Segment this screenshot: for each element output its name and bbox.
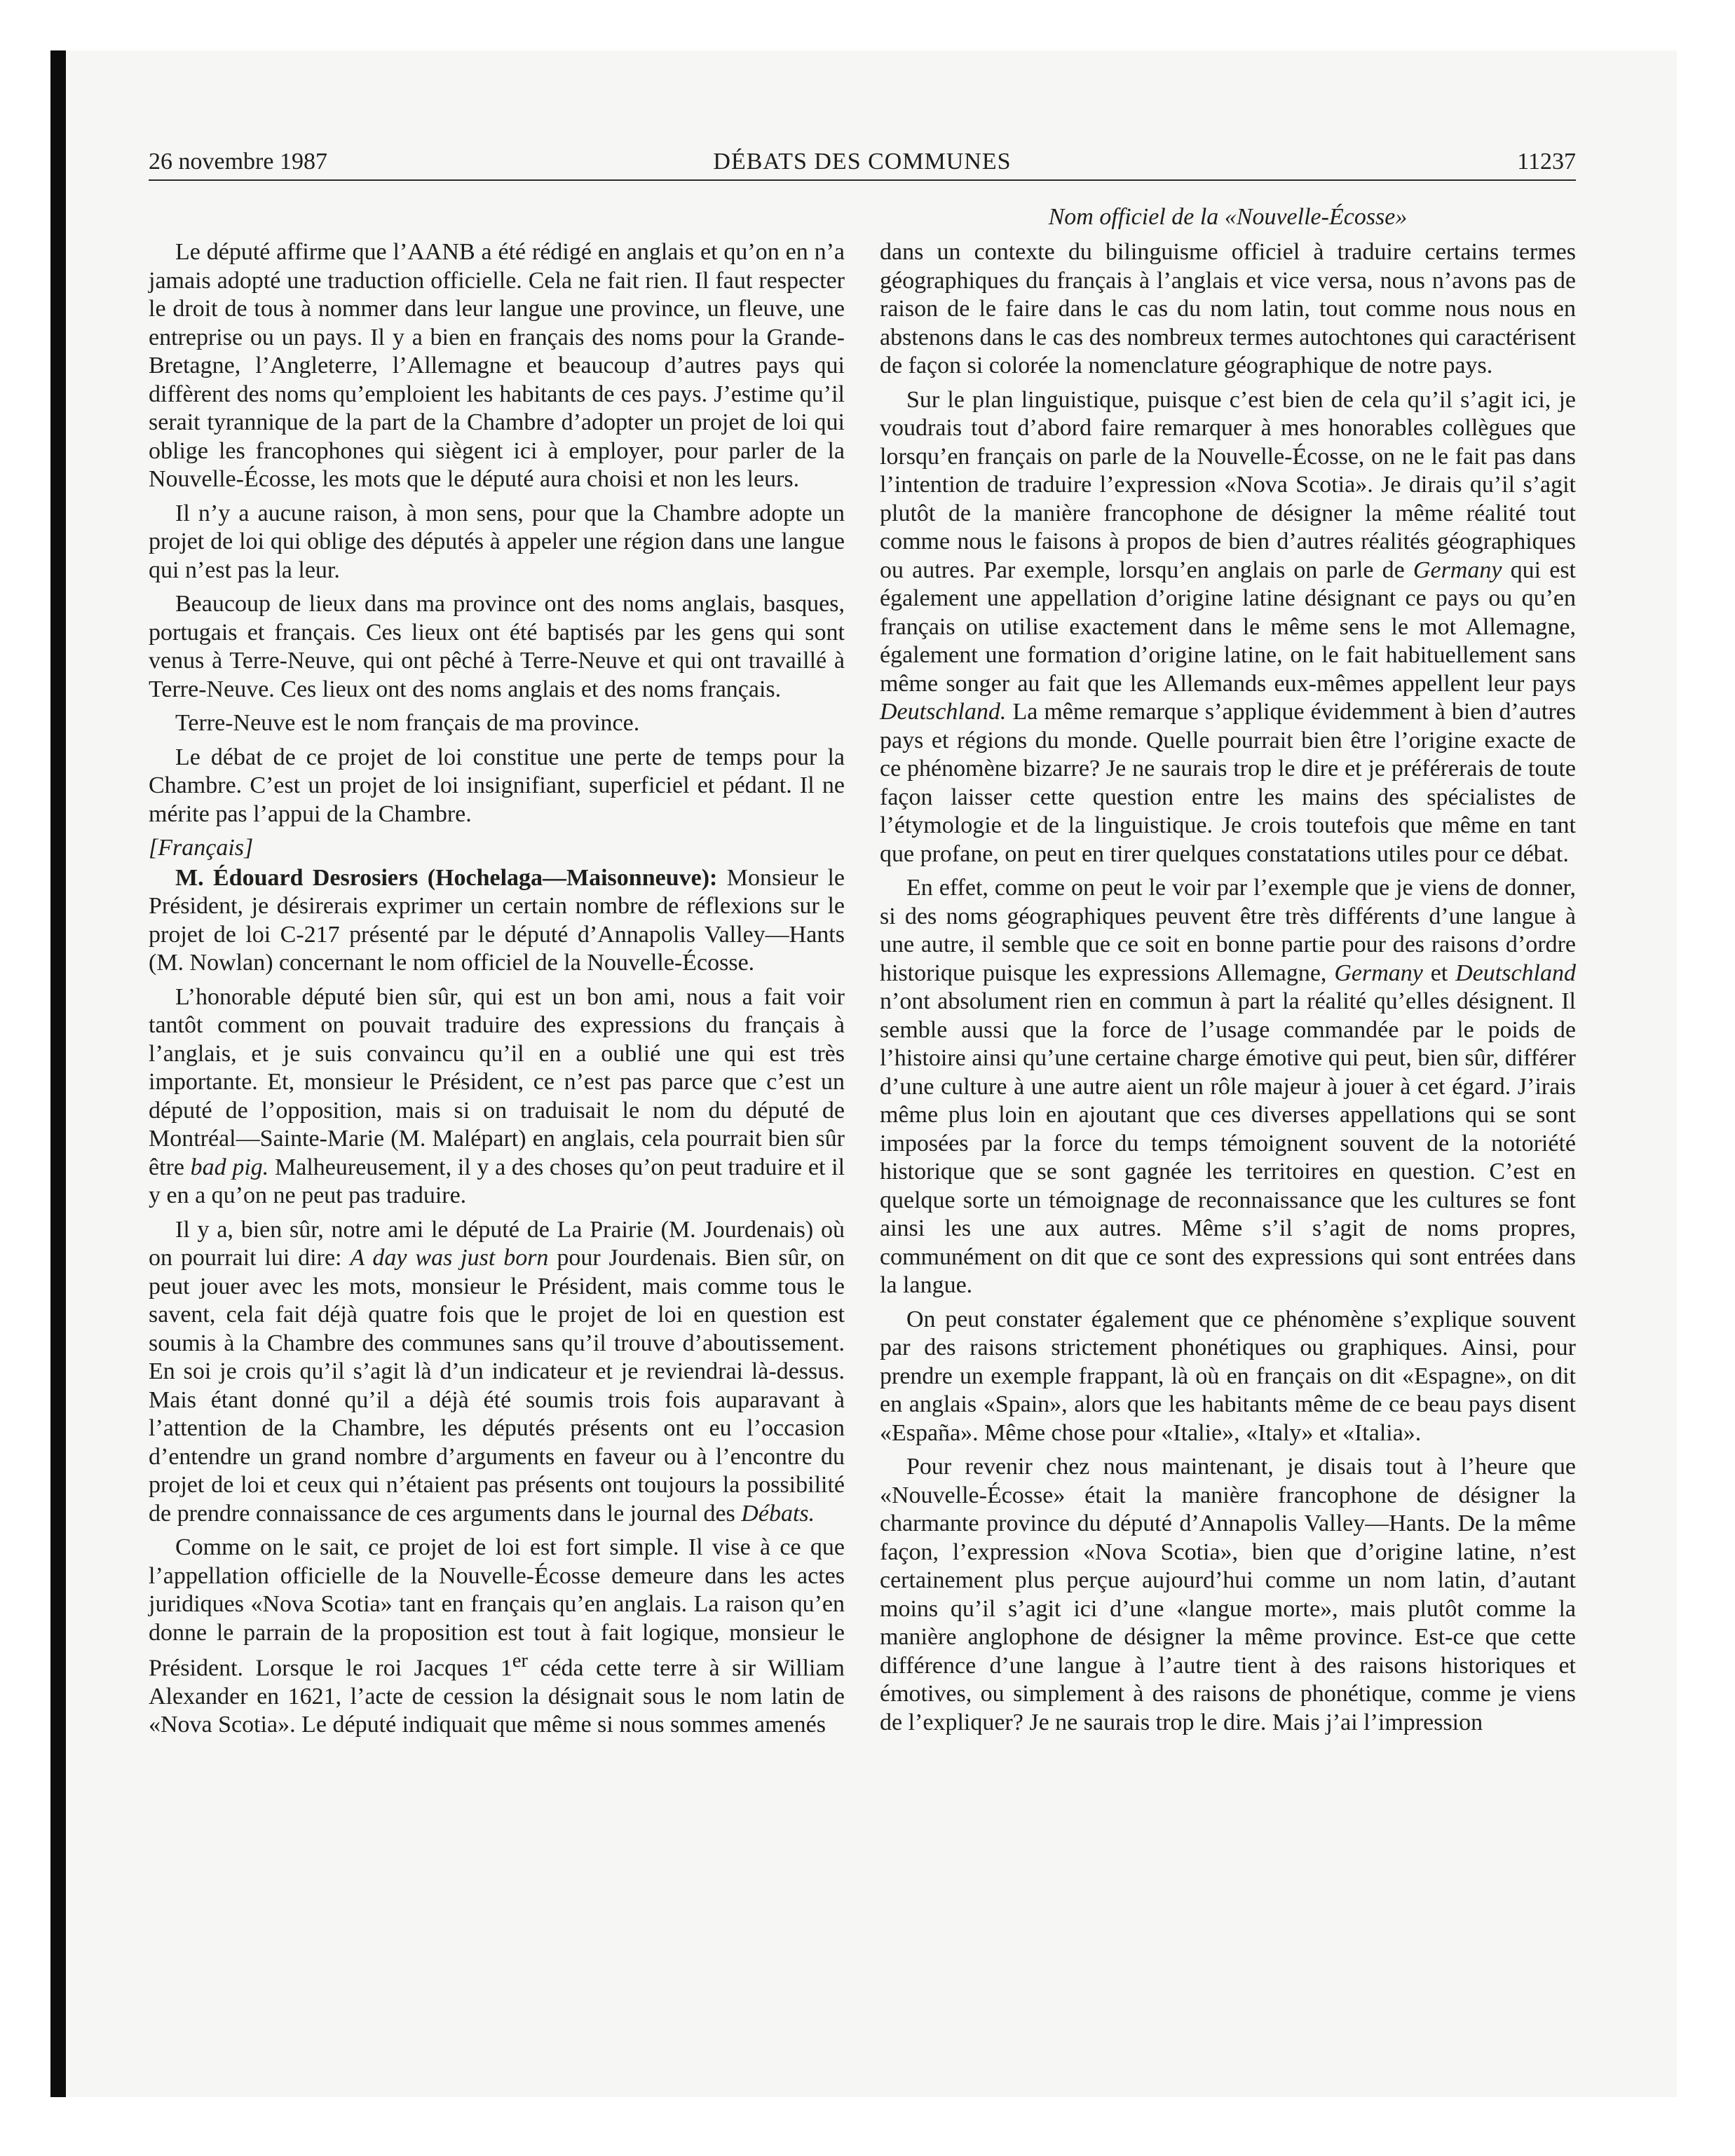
paragraph <box>149 1216 845 1529</box>
left-column <box>149 238 845 1745</box>
paragraph: Pour revenir chez nous maintenant, je disais tout à l’heure que «Nouvelle-Écosse» était la manière francophone de désigner la charmante province du député d’Annapolis Valley—Hants. De la même façon, l’expression «Nova Scotia», bien que d’origine latine, n’est certainement plus perçue aujourd’hui comme un nom latin, d’autant moins qu’il s’agit ici d’une «langue morte», mais plutôt comme la manière anglophone de désigner la même province. Est-ce que cette différence d’une langue à l’autre tient à des raisons historiques et émotives, ou simplement à des raisons de phonétique, comme je viens de l’expliquer? Je ne saurais trop le dire. Mais j’ai l’impression <box>880 1454 1576 1735</box>
paragraph-text: La même remarque s’applique évidemment à bien d’autres pays et régions du monde. Quelle pourrait bien être l’origine exacte de ce phénomène bizarre? Je ne saurais trop le dire et je préférerais de toute façon laisser cette question entre les mains des spécialistes de l’étymologie et de la linguistique. Je crois toutefois que même en tant que profane, on peut en tirer quelques constatations utiles pour ce débat. <box>880 699 1577 867</box>
speaker-paragraph <box>149 864 845 978</box>
right-column <box>880 238 1576 1742</box>
header-title: DÉBATS DES COMMUNES <box>713 149 1012 175</box>
paragraph: Il n’y a aucune raison, à mon sens, pour que la Chambre adopte un projet de loi qui oblige des députés à appeler une région dans une langue qui n’est pas la leur. <box>149 500 845 583</box>
italic-phrase: Germany <box>1413 557 1502 583</box>
header-date: 26 novembre 1987 <box>149 149 327 175</box>
section-title: Nom officiel de la «Nouvelle-Écosse» <box>1048 204 1408 230</box>
language-tag: [Français] <box>149 835 254 861</box>
paragraph: Terre-Neuve est le nom français de ma province. <box>175 710 640 736</box>
paragraph <box>880 874 1576 1300</box>
paragraph-text: Comme on le sait, ce projet de loi est fort simple. Il vise à ce que l’appellation officielle de la Nouvelle-Écosse demeure dans les actes juridiques «Nova Scotia» tant en français qu’en anglais. La raison qu’en donne le parrain de la proposition est tout à fait logique, monsieur le Président. Lorsque le roi Jacques 1 <box>149 1534 845 1681</box>
italic-phrase: Deutschland. <box>880 699 1007 725</box>
paragraph <box>149 983 845 1210</box>
paragraph-text: Malheureusement, il y a des choses qu’on peut traduire et il y en a qu’on ne peut pas traduire. <box>149 1154 845 1208</box>
scan-edge <box>50 50 66 2097</box>
italic-phrase: Débats. <box>741 1500 815 1527</box>
speaker-name: M. Édouard Desrosiers (Hochelaga—Maisonneuve): <box>175 864 718 891</box>
paragraph-text: n’ont absolument rien en commun à part la réalité qu’elles désignent. Il semble aussi que la force de l’usage commandée par le poids de l’histoire ainsi qu’une certaine charge émotive qui peut, bien sûr, différer d’une culture à une autre aient un rôle majeur à jouer à cet égard. J’irais même plus loin en ajoutant que ces diverses appellations qui se sont imposées par la force du temps témoignent souvent de la notoriété historique que se sont gagnée les territoires en question. C’est en quelque sorte un témoignage de reconnaissance que les cultures se font ainsi les une aux autres. Même s’il s’agit de noms propres, communément on dit que ce sont des expressions qui sont entrées dans la langue. <box>880 988 1576 1298</box>
paragraph-text: pour Jourdenais. Bien sûr, on peut jouer avec les mots, monsieur le Président, mais comme tous le savent, cela fait déjà quatre fois que le projet de loi en question est soumis à la Chambre des communes sans qu’il trouve d’aboutissement. En soi je crois qu’il s’agit là d’un indicateur et je reviendrai là-dessus. Mais étant donné qu’il a déjà été soumis trois fois auparavant à l’attention de la Chambre, les députés présents ont eu l’occasion d’entendre un grand nombre d’arguments en faveur ou à l’encontre du projet de loi et ceux qui n’étaient pas présents ont toujours la possibilité de prendre connaissance de ces arguments dans le journal des <box>149 1245 845 1527</box>
header-rule <box>149 179 1576 181</box>
italic-phrase: Germany <box>1334 960 1423 986</box>
italic-phrase: bad pig. <box>190 1154 269 1180</box>
paragraph <box>149 1534 845 1740</box>
paragraph-text: Il y a, bien sûr, notre ami le député de La Prairie (M. Jourdenais) où on pourrait lui dire: <box>149 1216 845 1271</box>
running-header <box>149 144 1576 179</box>
italic-phrase: Deutschland <box>1455 960 1576 986</box>
paragraph-text: L’honorable député bien sûr, qui est un bon ami, nous a fait voir tantôt comment on pouvait traduire des expressions du français à l’anglais, et je suis convaincu qu’il en a oublié une qui est très importante. Et, monsieur le Président, ce n’est pas parce que c’est un député de l’opposition, mais si on traduisait le nom du député de Montréal—Sainte-Marie (M. Malépart) en anglais, cela pourrait bien sûr être <box>149 983 845 1180</box>
paragraph-text: En effet, comme on peut le voir par l’exemple que je viens de donner, si des noms géographiques peuvent être très différents d’une langue à une autre, il semble que ce soit en bonne partie pour des raisons d’ordre historique puisque les expressions Allemagne, <box>880 875 1576 986</box>
paragraph-text: qui est également une appellation d’origine latine désignant ce pays ou qu’en français on utilise exactement dans le même sens le mot Allemagne, également une formation d’origine latine, on le fait habituellement sans même songer au fait que les Allemands eux-mêmes appellent leur pays <box>880 557 1577 697</box>
header-page-number: 11237 <box>1517 149 1576 175</box>
paragraph: Le débat de ce projet de loi constitue une perte de temps pour la Chambre. C’est un projet de loi insignifiant, superficiel et pédant. Il ne mérite pas l’appui de la Chambre. <box>149 744 845 827</box>
paragraph-text: et <box>1430 960 1448 986</box>
paragraph-text: Sur le plan linguistique, puisque c’est bien de cela qu’il s’agit ici, je voudrais tout d’abord faire remarquer à mes honorables collègues que lorsqu’en français on parle de la Nouvelle-Écosse, on ne le fait pas dans l’intention de traduire l’expression «Nova Scotia». Je dirais qu’il s’agit plutôt de la manière francophone de désigner la même réalité tout comme nous le faisons à propos de bien d’autres réalités géographiques ou autres. Par exemple, lorsqu’en anglais on parle de <box>880 386 1576 583</box>
paragraph: Beaucoup de lieux dans ma province ont des noms anglais, basques, portugais et français. Ces lieux ont été baptisés par les gens qui sont venus à Terre-Neuve, qui ont pêché à Terre-Neuve et qui ont travaillé à Terre-Neuve. Ces lieux ont des noms anglais et des noms français. <box>149 591 845 702</box>
italic-phrase: A day was just born <box>350 1245 549 1271</box>
paragraph: Le député affirme que l’AANB a été rédigé en anglais et qu’on en n’a jamais adopté une traduction officielle. Cela ne fait rien. Il faut respecter le droit de tous à nommer dans leur langue une province, un fleuve, une entreprise ou un pays. Il y a bien en français des noms pour la Grande-Bretagne, l’Angleterre, l’Allemagne et beaucoup d’autres pays qui diffèrent des noms qu’emploient les habitants de ces pays. J’estime qu’il serait tyrannique de la part de la Chambre d’adopter un projet de loi qui oblige les francophones qui siègent ici à employer, pour parler de la Nouvelle-Écosse, les mots que le député aura choisi et non les leurs. <box>149 239 845 492</box>
paragraph: On peut constater également que ce phénomène s’explique souvent par des raisons strictement phonétiques ou graphiques. Ainsi, pour prendre un exemple frappant, là où en français on dit «Espagne», on dit en anglais «Spain», alors que les habitants même de ce beau pays disent «España». Même chose pour «Italie», «Italy» et «Italia». <box>880 1306 1576 1446</box>
paragraph <box>880 386 1576 869</box>
paragraph-text: Monsieur le Président, je désirerais exprimer un certain nombre de réflexions sur le projet de loi C-217 présenté par le député d’Annapolis Valley—Hants (M. Nowlan) concernant le nom officiel de la Nouvelle-Écosse. <box>149 864 845 976</box>
superscript: er <box>512 1650 528 1672</box>
paragraph: dans un contexte du bilinguisme officiel à traduire certains termes géographiques du français à l’anglais et vice versa, nous n’avons pas de raison de le faire dans le cas du nom latin, tout comme nous nous en abstenons dans le cas des nombreux termes autochtones qui caractérisent de façon si colorée la nomenclature géographique de notre pays. <box>880 239 1576 378</box>
paragraph-text: céda cette terre à sir William Alexander en 1621, l’acte de cession la désignait sous le nom latin de «Nova Scotia». Le député indiquait que même si nous sommes amenés <box>149 1655 845 1738</box>
